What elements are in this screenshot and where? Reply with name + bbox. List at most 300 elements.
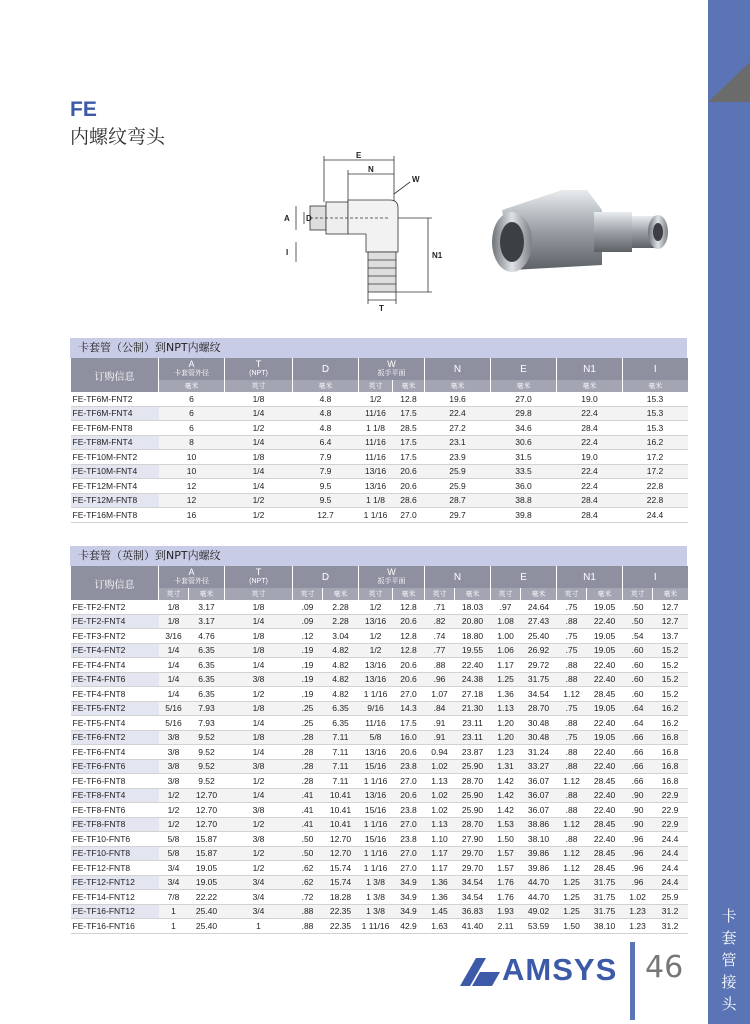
table-cell: 16.2 bbox=[623, 435, 688, 450]
table-cell: 27.0 bbox=[393, 817, 425, 832]
table-cell: 1/8 bbox=[225, 643, 293, 658]
table-row bbox=[71, 672, 688, 687]
table-cell: 31.24 bbox=[521, 745, 557, 760]
unit-header: 英寸 bbox=[225, 380, 293, 392]
part-number-cell: FE-TF10M-FNT4 bbox=[71, 464, 159, 479]
table-cell: 1.25 bbox=[491, 672, 521, 687]
table-cell: 30.48 bbox=[521, 716, 557, 731]
table-cell: 27.18 bbox=[455, 687, 491, 702]
table-cell: 1.06 bbox=[491, 643, 521, 658]
table-cell: 44.70 bbox=[521, 890, 557, 905]
table-cell: 4.76 bbox=[189, 629, 225, 644]
unit-header: 毫米 bbox=[623, 380, 688, 392]
col-D: D bbox=[293, 566, 359, 588]
table-cell: 7.9 bbox=[293, 464, 359, 479]
dim-label-A: A bbox=[284, 214, 290, 223]
table-cell: 22.4 bbox=[557, 435, 623, 450]
table-cell: 22.4 bbox=[425, 406, 491, 421]
part-number-cell: FE-TF8-FNT4 bbox=[71, 788, 159, 803]
table-cell: 12.8 bbox=[393, 392, 425, 406]
table-cell: 15.87 bbox=[189, 846, 225, 861]
table-cell: 1.93 bbox=[491, 904, 521, 919]
table-row bbox=[71, 919, 688, 934]
table-cell: 15.2 bbox=[653, 658, 688, 673]
table-cell: 1.12 bbox=[557, 817, 587, 832]
table-cell: 34.54 bbox=[455, 875, 491, 890]
table-cell: 5/8 bbox=[359, 730, 393, 745]
table-row bbox=[71, 658, 688, 673]
unit-header: 毫米 bbox=[159, 380, 225, 392]
table-cell: .60 bbox=[623, 658, 653, 673]
table-cell: 15.74 bbox=[323, 861, 359, 876]
table-cell: 5/16 bbox=[159, 701, 189, 716]
table-cell: 14.3 bbox=[393, 701, 425, 716]
table-cell: 13/16 bbox=[359, 464, 393, 479]
table-cell: 4.8 bbox=[293, 421, 359, 436]
unit-header: 毫米 bbox=[189, 588, 225, 600]
table-cell: 1.31 bbox=[491, 759, 521, 774]
table-cell: 22.22 bbox=[189, 890, 225, 905]
table-cell: 19.05 bbox=[189, 861, 225, 876]
table-cell: 28.6 bbox=[393, 493, 425, 508]
table-cell: .41 bbox=[293, 788, 323, 803]
table-cell: 1.36 bbox=[491, 687, 521, 702]
table-cell: 1/8 bbox=[225, 392, 293, 406]
table-cell: 2.11 bbox=[491, 919, 521, 934]
table-row bbox=[71, 629, 688, 644]
table-cell: 1/2 bbox=[225, 817, 293, 832]
part-number-cell: FE-TF10M-FNT2 bbox=[71, 450, 159, 465]
table-cell: 25.40 bbox=[189, 904, 225, 919]
table-row bbox=[71, 759, 688, 774]
table-cell: 20.6 bbox=[393, 614, 425, 629]
table-cell: 53.59 bbox=[521, 919, 557, 934]
table-cell: 4.82 bbox=[323, 643, 359, 658]
table-cell: 20.6 bbox=[393, 672, 425, 687]
part-number-cell: FE-TF12M-FNT4 bbox=[71, 479, 159, 494]
table-cell: 23.1 bbox=[425, 435, 491, 450]
table-cell: 18.03 bbox=[455, 600, 491, 614]
table-cell: 19.0 bbox=[557, 392, 623, 406]
table-cell: 9.52 bbox=[189, 759, 225, 774]
part-number-cell: FE-TF6M-FNT4 bbox=[71, 406, 159, 421]
table-cell: 36.83 bbox=[455, 904, 491, 919]
part-number-cell: FE-TF5-FNT2 bbox=[71, 701, 159, 716]
table-cell: 1/2 bbox=[159, 788, 189, 803]
table-cell: 1/2 bbox=[225, 846, 293, 861]
table-cell: 13/16 bbox=[359, 788, 393, 803]
col-N1: N1 bbox=[557, 358, 623, 380]
table-cell: 31.2 bbox=[653, 904, 688, 919]
table-cell: .60 bbox=[623, 672, 653, 687]
metric-table bbox=[70, 358, 688, 523]
table-cell: .88 bbox=[557, 832, 587, 847]
table-cell: .72 bbox=[293, 890, 323, 905]
part-number-cell: FE-TF4-FNT2 bbox=[71, 643, 159, 658]
table-cell: 1.23 bbox=[623, 919, 653, 934]
table-cell: .96 bbox=[623, 875, 653, 890]
table-cell: 1.25 bbox=[557, 890, 587, 905]
sidebar-text: 卡 套 管 接 头 bbox=[721, 907, 737, 1013]
part-number-cell: FE-TF12-FNT8 bbox=[71, 861, 159, 876]
table-cell: 42.9 bbox=[393, 919, 425, 934]
table-cell: 1/4 bbox=[159, 658, 189, 673]
table-cell: 13/16 bbox=[359, 614, 393, 629]
table-cell: 4.82 bbox=[323, 672, 359, 687]
table-cell: 22.40 bbox=[587, 672, 623, 687]
table-cell: 6 bbox=[159, 392, 225, 406]
table-cell: .91 bbox=[425, 716, 455, 731]
table-row bbox=[71, 435, 688, 450]
table-cell: 1 3/8 bbox=[359, 875, 393, 890]
table-cell: 1.23 bbox=[623, 904, 653, 919]
table-cell: 1/2 bbox=[159, 817, 189, 832]
table-cell: 3.17 bbox=[189, 600, 225, 614]
table-cell: 28.70 bbox=[455, 817, 491, 832]
table-cell: 6.4 bbox=[293, 435, 359, 450]
table-cell: 29.70 bbox=[455, 861, 491, 876]
table-cell: 22.40 bbox=[587, 832, 623, 847]
table-cell: 15.3 bbox=[623, 406, 688, 421]
table-cell: .90 bbox=[623, 788, 653, 803]
table-cell: 1.53 bbox=[491, 817, 521, 832]
unit-header: 毫米 bbox=[587, 588, 623, 600]
table-cell: 9.52 bbox=[189, 730, 225, 745]
table-cell: 27.0 bbox=[393, 687, 425, 702]
table-cell: .66 bbox=[623, 774, 653, 789]
table-cell: 7.9 bbox=[293, 450, 359, 465]
table-cell: 9.5 bbox=[293, 493, 359, 508]
table-cell: 6.35 bbox=[189, 658, 225, 673]
table-cell: 6 bbox=[159, 421, 225, 436]
table-cell: 1 1/8 bbox=[359, 421, 393, 436]
table-cell: .88 bbox=[293, 904, 323, 919]
table-cell: .82 bbox=[425, 614, 455, 629]
table-cell: 1.17 bbox=[425, 861, 455, 876]
unit-header: 毫米 bbox=[455, 588, 491, 600]
table-cell: 29.8 bbox=[491, 406, 557, 421]
table-cell: .96 bbox=[623, 846, 653, 861]
table-row bbox=[71, 687, 688, 702]
table-cell: 27.0 bbox=[393, 846, 425, 861]
part-number-cell: FE-TF8-FNT6 bbox=[71, 803, 159, 818]
part-number-cell: FE-TF4-FNT8 bbox=[71, 687, 159, 702]
table-cell: 22.9 bbox=[653, 817, 688, 832]
dim-label-N1: N1 bbox=[432, 251, 443, 260]
table-cell: 7/8 bbox=[159, 890, 189, 905]
table-row bbox=[71, 832, 688, 847]
table-cell: 24.4 bbox=[653, 875, 688, 890]
col-N: N bbox=[425, 566, 491, 588]
table-cell: .75 bbox=[557, 730, 587, 745]
imperial-table bbox=[70, 566, 688, 934]
table-cell: 15/16 bbox=[359, 832, 393, 847]
table-cell: 23.8 bbox=[393, 832, 425, 847]
table-cell: 1/4 bbox=[225, 745, 293, 760]
table-cell: .66 bbox=[623, 730, 653, 745]
table-cell: .28 bbox=[293, 730, 323, 745]
table-cell: 1 3/8 bbox=[359, 904, 393, 919]
table-cell: 3/4 bbox=[225, 890, 293, 905]
unit-header: 毫米 bbox=[491, 380, 557, 392]
table-cell: 25.9 bbox=[425, 464, 491, 479]
table-cell: 12.70 bbox=[323, 832, 359, 847]
table-cell: 28.45 bbox=[587, 817, 623, 832]
table-cell: 17.2 bbox=[623, 450, 688, 465]
table-cell: 11/16 bbox=[359, 716, 393, 731]
table-cell: 22.8 bbox=[623, 493, 688, 508]
table-row bbox=[71, 716, 688, 731]
table-cell: .19 bbox=[293, 643, 323, 658]
table-cell: 1/8 bbox=[159, 614, 189, 629]
table-cell: 15/16 bbox=[359, 759, 393, 774]
unit-header: 英寸 bbox=[491, 588, 521, 600]
table-cell: .64 bbox=[623, 716, 653, 731]
table-cell: 17.5 bbox=[393, 406, 425, 421]
table-cell: 0.94 bbox=[425, 745, 455, 760]
table-cell: 24.4 bbox=[653, 861, 688, 876]
product-code: FE bbox=[70, 98, 97, 121]
table-cell: 2.28 bbox=[323, 600, 359, 614]
table-cell: 39.86 bbox=[521, 861, 557, 876]
table-cell: 1.02 bbox=[425, 759, 455, 774]
table-cell: 23.8 bbox=[393, 803, 425, 818]
table-cell: .12 bbox=[293, 629, 323, 644]
col-E: E bbox=[491, 566, 557, 588]
table-cell: .54 bbox=[623, 629, 653, 644]
page-separator bbox=[630, 942, 635, 1020]
table-cell: 22.40 bbox=[587, 759, 623, 774]
table-row bbox=[71, 614, 688, 629]
dim-label-N: N bbox=[368, 165, 374, 174]
table-cell: 22.40 bbox=[587, 788, 623, 803]
table-cell: 29.70 bbox=[455, 846, 491, 861]
table-cell: .28 bbox=[293, 745, 323, 760]
table-cell: 41.40 bbox=[455, 919, 491, 934]
table-cell: 15.74 bbox=[323, 875, 359, 890]
table-cell: 1.76 bbox=[491, 890, 521, 905]
table-cell: 34.6 bbox=[491, 421, 557, 436]
table-cell: 20.6 bbox=[393, 788, 425, 803]
technical-drawing bbox=[282, 152, 452, 312]
table-cell: 3/8 bbox=[159, 730, 189, 745]
table-cell: .50 bbox=[293, 832, 323, 847]
dim-label-T: T bbox=[379, 304, 384, 312]
col-N1: N1 bbox=[557, 566, 623, 588]
table-cell: 20.6 bbox=[393, 479, 425, 494]
table-cell: 3.04 bbox=[323, 629, 359, 644]
table-cell: 15.3 bbox=[623, 421, 688, 436]
table-cell: 24.4 bbox=[623, 508, 688, 523]
table-cell: 1.20 bbox=[491, 716, 521, 731]
table-cell: 15.87 bbox=[189, 832, 225, 847]
table-cell: 1.02 bbox=[425, 803, 455, 818]
table-cell: 6.35 bbox=[189, 687, 225, 702]
table-cell: 7.11 bbox=[323, 774, 359, 789]
table-cell: 17.2 bbox=[623, 464, 688, 479]
table-row bbox=[71, 701, 688, 716]
table-cell: 1.36 bbox=[425, 890, 455, 905]
table-cell: 31.75 bbox=[587, 904, 623, 919]
table-cell: 1 3/8 bbox=[359, 890, 393, 905]
table-cell: .19 bbox=[293, 672, 323, 687]
table-row bbox=[71, 600, 688, 614]
table-cell: 38.86 bbox=[521, 817, 557, 832]
table-cell: 12.70 bbox=[189, 803, 225, 818]
table-cell: 28.45 bbox=[587, 846, 623, 861]
table-cell: 38.10 bbox=[587, 919, 623, 934]
table-cell: 1.20 bbox=[491, 730, 521, 745]
table-cell: 1.17 bbox=[491, 658, 521, 673]
table-row bbox=[71, 861, 688, 876]
table-cell: 28.4 bbox=[557, 508, 623, 523]
unit-header: 英寸 bbox=[159, 588, 189, 600]
table-cell: 34.54 bbox=[455, 890, 491, 905]
table-cell: 27.0 bbox=[393, 508, 425, 523]
table-cell: 1/4 bbox=[225, 658, 293, 673]
table-cell: 34.9 bbox=[393, 875, 425, 890]
table-cell: 1/4 bbox=[225, 464, 293, 479]
page-number: 46 bbox=[645, 950, 684, 985]
table-cell: 28.5 bbox=[393, 421, 425, 436]
dim-label-W: W bbox=[412, 175, 420, 184]
table-cell: 1.25 bbox=[557, 904, 587, 919]
table-cell: .96 bbox=[623, 861, 653, 876]
table-row bbox=[71, 875, 688, 890]
table-cell: 25.90 bbox=[455, 788, 491, 803]
table-cell: 17.5 bbox=[393, 450, 425, 465]
table-cell: 13/16 bbox=[359, 479, 393, 494]
part-number-cell: FE-TF6M-FNT2 bbox=[71, 392, 159, 406]
table-row bbox=[71, 817, 688, 832]
col-A: A 卡套管外径 bbox=[159, 566, 225, 588]
table-cell: 6.35 bbox=[323, 701, 359, 716]
table-cell: 15.3 bbox=[623, 392, 688, 406]
table-cell: 28.45 bbox=[587, 861, 623, 876]
table-cell: 28.70 bbox=[521, 701, 557, 716]
table-cell: .88 bbox=[557, 759, 587, 774]
unit-header: 英寸 bbox=[225, 588, 293, 600]
part-number-cell: FE-TF3-FNT2 bbox=[71, 629, 159, 644]
table-cell: .66 bbox=[623, 759, 653, 774]
table-cell: 33.5 bbox=[491, 464, 557, 479]
table-cell: 1 1/8 bbox=[359, 493, 393, 508]
table-cell: 12.7 bbox=[653, 600, 688, 614]
table-cell: 1.13 bbox=[491, 701, 521, 716]
table-cell: 7.11 bbox=[323, 745, 359, 760]
table-cell: 7.93 bbox=[189, 701, 225, 716]
table-cell: 1 11/16 bbox=[359, 919, 393, 934]
table-cell: .88 bbox=[557, 788, 587, 803]
table-cell: 1/4 bbox=[225, 716, 293, 731]
unit-header: 毫米 bbox=[293, 380, 359, 392]
table-cell: 1/2 bbox=[359, 600, 393, 614]
part-number-cell: FE-TF8-FNT8 bbox=[71, 817, 159, 832]
table-cell: 23.11 bbox=[455, 716, 491, 731]
table-cell: 31.75 bbox=[587, 875, 623, 890]
table-cell: 28.70 bbox=[455, 774, 491, 789]
table-cell: 1 1/16 bbox=[359, 508, 393, 523]
table-cell: 1/8 bbox=[225, 450, 293, 465]
table-cell: 12 bbox=[159, 479, 225, 494]
table-cell: 1/8 bbox=[225, 730, 293, 745]
product-photo bbox=[482, 170, 682, 290]
brand-logo-icon bbox=[460, 958, 500, 986]
table-cell: 1.42 bbox=[491, 774, 521, 789]
table-row bbox=[71, 788, 688, 803]
table-cell: 3/8 bbox=[225, 759, 293, 774]
table-cell: 1/2 bbox=[159, 803, 189, 818]
table-row bbox=[71, 846, 688, 861]
table-cell: .75 bbox=[557, 600, 587, 614]
table-cell: 1.36 bbox=[425, 875, 455, 890]
table-cell: 1/2 bbox=[225, 774, 293, 789]
table-cell: 28.4 bbox=[557, 421, 623, 436]
table-cell: 22.40 bbox=[587, 614, 623, 629]
table-cell: 27.43 bbox=[521, 614, 557, 629]
unit-header: 英寸 bbox=[359, 380, 393, 392]
table-cell: 12.7 bbox=[293, 508, 359, 523]
col-D: D bbox=[293, 358, 359, 380]
table-cell: 1/8 bbox=[225, 600, 293, 614]
table-cell: 1/4 bbox=[225, 479, 293, 494]
table-cell: 23.8 bbox=[393, 759, 425, 774]
table-row bbox=[71, 730, 688, 745]
table-cell: 24.64 bbox=[521, 600, 557, 614]
table-cell: 1/8 bbox=[225, 701, 293, 716]
table-cell: 4.82 bbox=[323, 658, 359, 673]
table-cell: .88 bbox=[557, 716, 587, 731]
table-cell: .25 bbox=[293, 716, 323, 731]
part-number-cell: FE-TF4-FNT4 bbox=[71, 658, 159, 673]
table-cell: .41 bbox=[293, 803, 323, 818]
table-cell: 18.80 bbox=[455, 629, 491, 644]
table-cell: 24.4 bbox=[653, 846, 688, 861]
table-cell: 2.28 bbox=[323, 614, 359, 629]
table-cell: 13/16 bbox=[359, 672, 393, 687]
table-cell: 25.40 bbox=[521, 629, 557, 644]
table-cell: .50 bbox=[293, 846, 323, 861]
table-cell: .88 bbox=[557, 614, 587, 629]
table-cell: 3/8 bbox=[159, 745, 189, 760]
table-cell: 31.75 bbox=[521, 672, 557, 687]
table-cell: 1 bbox=[225, 919, 293, 934]
table-cell: 44.70 bbox=[521, 875, 557, 890]
table-row bbox=[71, 890, 688, 905]
table-cell: 3.17 bbox=[189, 614, 225, 629]
dim-label-I: I bbox=[286, 248, 289, 257]
table-cell: 1/8 bbox=[159, 600, 189, 614]
table-cell: 12 bbox=[159, 493, 225, 508]
table-cell: 1.45 bbox=[425, 904, 455, 919]
table-row bbox=[71, 479, 688, 494]
table-cell: .09 bbox=[293, 600, 323, 614]
table-cell: 4.8 bbox=[293, 406, 359, 421]
table-row bbox=[71, 406, 688, 421]
table-cell: 1.12 bbox=[557, 846, 587, 861]
table-cell: 23.11 bbox=[455, 730, 491, 745]
table-cell: 1.76 bbox=[491, 875, 521, 890]
table-cell: .66 bbox=[623, 745, 653, 760]
table-cell: 25.40 bbox=[189, 919, 225, 934]
table-cell: 1.12 bbox=[557, 687, 587, 702]
table-cell: 1/4 bbox=[225, 406, 293, 421]
table-cell: 6.35 bbox=[189, 643, 225, 658]
table-cell: 28.45 bbox=[587, 687, 623, 702]
table-cell: 9/16 bbox=[359, 701, 393, 716]
table-cell: .60 bbox=[623, 687, 653, 702]
col-I: I bbox=[623, 566, 688, 588]
